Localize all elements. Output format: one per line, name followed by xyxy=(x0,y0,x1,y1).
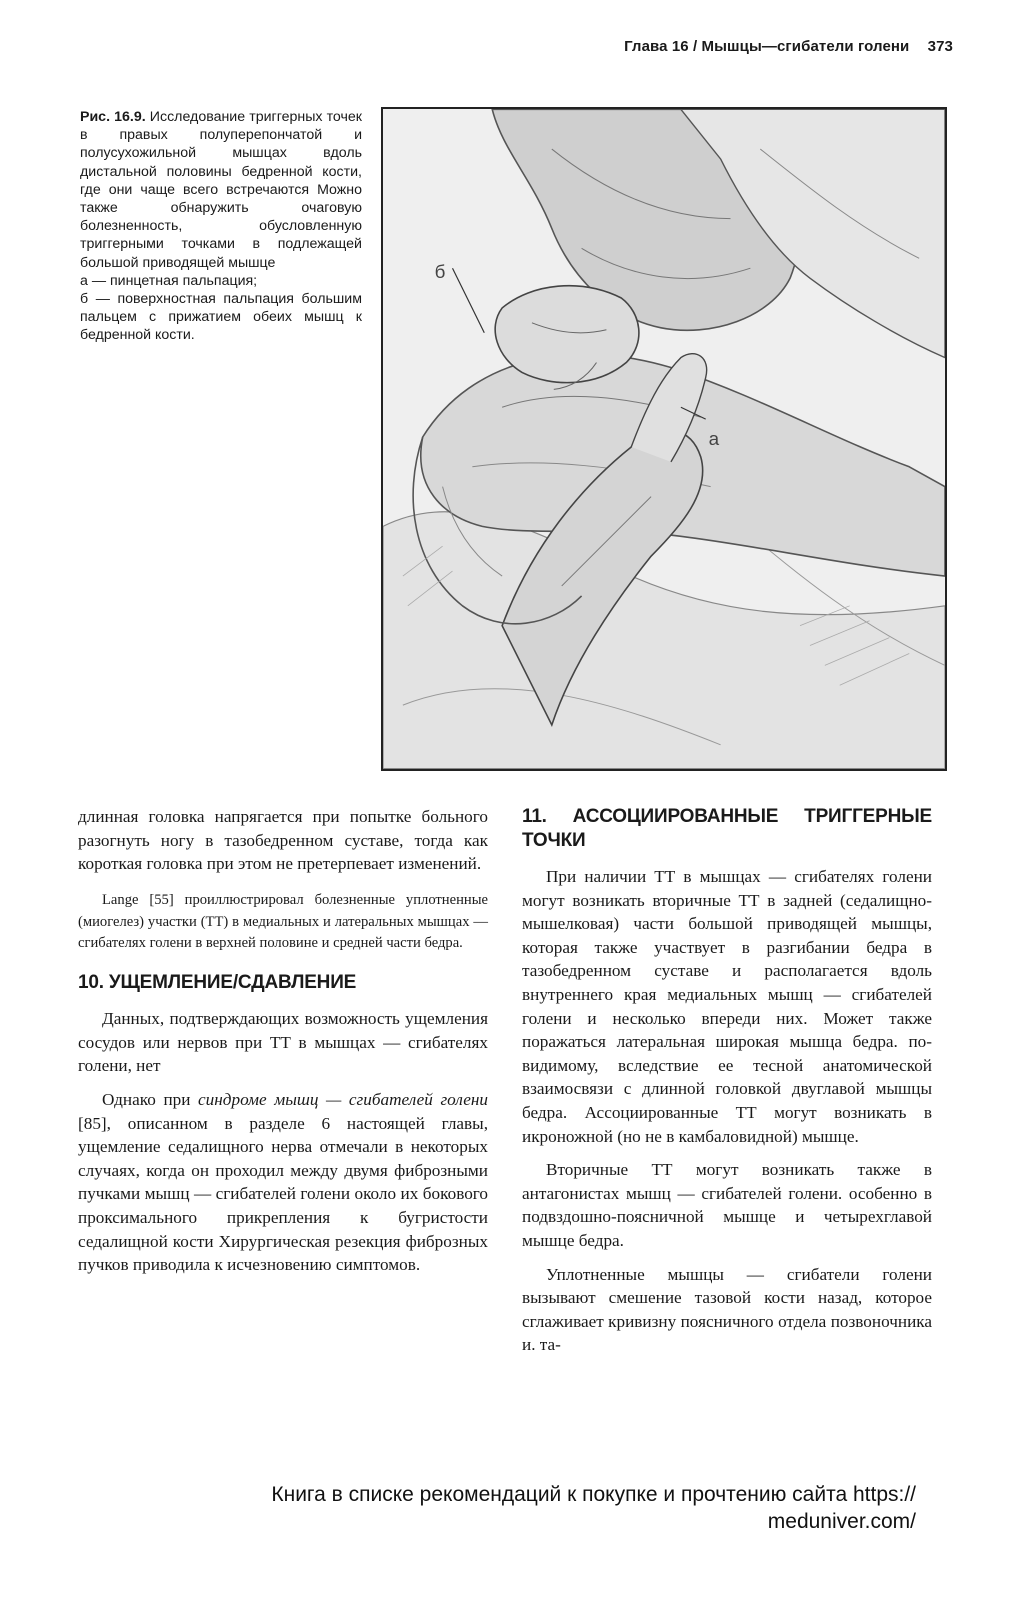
right-column xyxy=(522,805,932,1367)
right-paragraph-2: Вторичные ТТ могут возникать также в антагонистах мышц — сгибателей голени. особенно в подвздошно-поясничной мышце и четырехглавой мышце бедра. xyxy=(522,1160,932,1250)
watermark-text: Книга в списке рекомендаций к покупке и прочтению сайта https:// meduniver.com/ xyxy=(271,1483,916,1533)
caption-legend-b: б — поверхностная пальпация большим пальцем с прижатием обеих мышц к бедренной кости. xyxy=(80,291,362,344)
left-column xyxy=(78,805,488,1287)
running-header xyxy=(624,38,953,55)
illustration-drawing xyxy=(383,109,945,769)
p4-italic-term: синдроме мышц — сгибателей голени xyxy=(198,1089,488,1109)
right-paragraph-3: Уплотненные мышцы — сгибатели голени вызывают смешение тазовой кости назад, которое сглаживает кривизну поясничного отдела позвоночника и. та- xyxy=(522,1264,932,1355)
section-heading-11: 11. АССОЦИИРОВАННЫЕ ТРИГГЕРНЫЕ ТОЧКИ xyxy=(522,806,932,851)
label-a: а xyxy=(708,427,720,449)
page-number: 373 xyxy=(927,38,953,55)
left-paragraph-1: длинная головка напрягается при попытке больного разогнуть ногу в тазобедренном суставе, тогда как короткая головка при этом не претерпевает изменений. xyxy=(78,807,488,874)
p4-start: Однако при xyxy=(102,1089,199,1109)
p4-rest: [85], описанном в разделе 6 настоящей главы, ущемление седалищного нерва отмечали в некоторых случаях, когда он проходил между двумя фиброзными пучками мышц — сгибателей голени около их бокового проксимального прикрепления к бугристости седалищной кости Хирургическая резекция фиброзных пучков приводила к исчезновению симптомов. xyxy=(78,1113,488,1275)
caption-label: Рис. 16.9. xyxy=(80,109,146,125)
section-heading-10: 10. УЩЕМЛЕНИЕ/СДАВЛЕНИЕ xyxy=(78,972,357,994)
chapter-title: Глава 16 / Мышцы—сгибатели голени xyxy=(624,38,910,55)
label-b: б xyxy=(434,261,446,283)
left-paragraph-4 xyxy=(78,1088,488,1277)
figure-caption xyxy=(80,108,362,345)
right-paragraph-1: При наличии ТТ в мышцах — сгибателях голени могут возникать вторичные ТТ в задней (седалищно-мышелковая) части большой приводящей мышцы, которая также участвует в разгибании бедра в тазобедренном суставе и располагается вдоль внутреннего края медиальных мышц — сгибателей голени и несколько впереди них. Может также поражаться латеральная широкая мышца бедра. по-видимому, вследствие ее тесной анатомической взаимосвязи с длинной головкой двуглавой мышцы бедра. Ассоциированные ТТ могут возникать в икроножной (но не в камбаловидной) мышце. xyxy=(522,867,932,1146)
left-paragraph-3: Данных, подтверждающих возможность ущемления сосудов или нервов при ТТ в мышцах — сгибателях голени, нет xyxy=(78,1009,488,1076)
left-paragraph-small: Lange [55] проиллюстрировал болезненные уплотненные (миогелез) участки (ТТ) в медиальных и латеральных мышцах — сгибателях голени в верхней половине и средней части бедра. xyxy=(78,891,488,952)
caption-legend-a: а — пинцетная пальпация; xyxy=(80,272,258,289)
caption-text: Исследование триггерных точек в правых полуперепончатой и полусухожильной мышцах вдоль дистальной половины бедренной кости, где они чаще всего встречаются Можно также обнаружить очаговую болезненность, обусловленную триггерными точками в подлежащей большой приводящей мышце xyxy=(80,109,362,271)
illustration-palpation xyxy=(381,107,947,771)
